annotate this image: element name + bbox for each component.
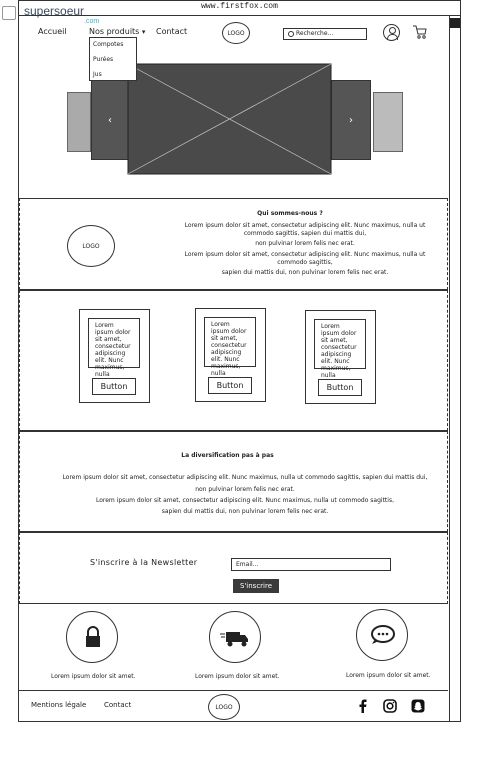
footer-logo[interactable] — [208, 694, 240, 720]
about-logo-text: LOGO — [82, 242, 100, 250]
slide-preview-left — [67, 92, 91, 152]
product-card-text: Lorem ipsum dolor sit amet, consectetur adipiscing elit. Nunc maximus, nulla — [88, 318, 140, 368]
about-line-1: Lorem ipsum dolor sit amet, consectetur adipiscing elit. Nunc maximus, nulla ut — [184, 222, 426, 229]
brand-name: supersoeur — [24, 4, 85, 18]
nav-products-label: Nos produits — [89, 27, 140, 36]
diversification-title: La diversification pas à pas — [181, 452, 274, 459]
subscribe-button[interactable]: S'inscrire — [233, 579, 279, 593]
nav-home[interactable]: Accueil — [38, 27, 67, 36]
search-icon — [288, 31, 294, 37]
snapchat-icon[interactable] — [411, 699, 425, 713]
chevron-left-icon: ‹ — [108, 114, 112, 126]
nav-products[interactable] — [89, 27, 145, 36]
header-logo[interactable] — [222, 22, 250, 44]
nav-contact[interactable]: Contact — [156, 27, 188, 36]
newsletter-label: S'inscrire à la Newsletter — [90, 558, 198, 567]
products-dropdown — [89, 37, 137, 81]
about-title: Qui sommes-nous ? — [257, 210, 323, 217]
product-card-button[interactable]: Button — [208, 377, 252, 394]
instagram-icon[interactable] — [383, 699, 397, 713]
address-bar[interactable]: www.firstfox.com — [201, 2, 278, 11]
dropdown-item-jus[interactable]: Jus — [93, 71, 102, 78]
hero-slider — [0, 60, 490, 180]
slider-prev-button[interactable] — [91, 80, 129, 160]
dropdown-item-compotes[interactable]: Compotes — [93, 41, 124, 48]
email-field[interactable]: Email... — [231, 558, 391, 571]
search-input[interactable]: Recherche... — [283, 28, 367, 40]
product-card-button[interactable]: Button — [318, 379, 362, 396]
footer-divider — [19, 690, 448, 691]
about-line-6: sapien dui mattis dui, non pulvinar lorem felis nec erat. — [221, 269, 389, 276]
product-card — [79, 309, 150, 403]
chevron-right-icon: › — [349, 114, 353, 126]
about-line-2: commodo sagittis, sapien dui mattis dui, — [243, 230, 367, 237]
lock-icon — [66, 611, 118, 663]
brand-domain: .com — [84, 18, 100, 25]
about-line-3: non pulvinar lorem felis nec erat. — [255, 240, 355, 247]
diversification-line-1: Lorem ipsum dolor sit amet, consectetur adipiscing elit. Nunc maximus, nulla ut commodo sagittis, sapien dui mattis dui, — [62, 474, 428, 481]
brand-mark-icon — [2, 6, 16, 20]
chevron-down-icon: ▾ — [141, 28, 146, 36]
lock-icon-graphic — [67, 612, 119, 664]
delivery-truck-icon — [209, 611, 261, 663]
footer-legal-link[interactable]: Mentions légale — [31, 701, 87, 709]
hero-image-placeholder — [128, 64, 331, 174]
cart-icon[interactable] — [413, 25, 427, 39]
header-logo-text: LOGO — [227, 29, 245, 37]
user-account-icon[interactable] — [383, 24, 400, 41]
product-card-text: Lorem ipsum dolor sit amet, consectetur adipiscing elit. Nunc maximus, nulla — [204, 317, 256, 367]
feature-text: Lorem ipsum dolor sit amet. — [51, 673, 136, 680]
dropdown-item-purees[interactable]: Purées — [93, 56, 114, 63]
chat-bubble-icon-graphic — [357, 610, 409, 662]
delivery-truck-icon-graphic — [210, 612, 262, 664]
slide-preview-right — [373, 92, 403, 152]
diversification-line-4: sapien dui mattis dui, non pulvinar lorem felis nec erat. — [161, 508, 329, 515]
product-card — [305, 310, 376, 404]
facebook-icon[interactable] — [356, 699, 370, 713]
diversification-line-2: non pulvinar lorem felis nec erat. — [195, 486, 295, 493]
about-line-5: commodo sagittis, — [277, 259, 333, 266]
product-card-text: Lorem ipsum dolor sit amet, consectetur adipiscing elit. Nunc maximus, nulla — [314, 319, 366, 369]
footer-logo-text: LOGO — [215, 703, 233, 711]
scrollbar-thumb[interactable] — [450, 18, 460, 28]
about-logo — [67, 225, 115, 267]
feature-text: Lorem ipsum dolor sit amet. — [346, 672, 431, 679]
slider-next-button[interactable] — [331, 80, 371, 160]
feature-text: Lorem ipsum dolor sit amet. — [195, 673, 280, 680]
product-card-button[interactable]: Button — [92, 378, 136, 395]
footer-contact-link[interactable]: Contact — [104, 701, 132, 709]
product-card — [195, 308, 266, 402]
address-divider — [18, 15, 461, 16]
chat-bubble-icon — [356, 609, 408, 661]
about-line-4: Lorem ipsum dolor sit amet, consectetur adipiscing elit. Nunc maximus, nulla ut — [184, 251, 426, 258]
diversification-line-3: Lorem ipsum dolor sit amet, consectetur adipiscing elit. Nunc maximus, nulla ut commodo sagittis, — [96, 497, 394, 504]
